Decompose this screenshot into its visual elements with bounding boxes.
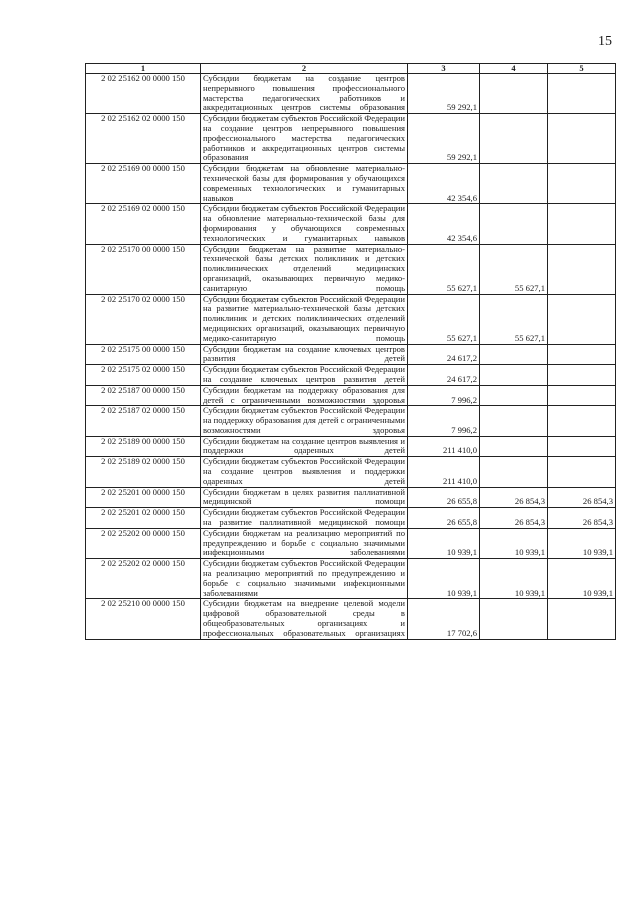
budget-code-cell: 2 02 25202 00 0000 150 <box>86 528 201 558</box>
table-row <box>86 164 616 204</box>
description-cell: Субсидии бюджетам на создание центров выявления и поддержки одаренных детей <box>201 436 408 457</box>
amount-col5-cell <box>548 344 616 365</box>
description-cell: Субсидии бюджетам субъектов Российской Федерации на обновление материально-технической базы для формирования у обучающихся современных технологических и гуманитарных навыков <box>201 204 408 244</box>
amount-col5-cell <box>548 164 616 204</box>
table-row <box>86 244 616 294</box>
amount-col4-cell <box>480 114 548 164</box>
budget-code-cell: 2 02 25169 00 0000 150 <box>86 164 201 204</box>
amount-col4-cell <box>480 365 548 386</box>
amount-col5-cell <box>548 294 616 344</box>
amount-col4-cell: 55 627,1 <box>480 294 548 344</box>
amount-col3-cell: 59 292,1 <box>408 114 480 164</box>
budget-code-cell: 2 02 25162 02 0000 150 <box>86 114 201 164</box>
amount-col4-cell: 26 854,3 <box>480 487 548 508</box>
amount-col5-cell <box>548 204 616 244</box>
description-cell: Субсидии бюджетам на создание ключевых центров развития детей <box>201 344 408 365</box>
table-row <box>86 74 616 114</box>
amount-col5-cell <box>548 406 616 436</box>
amount-col4-cell <box>480 599 548 639</box>
amount-col3-cell: 211 410,0 <box>408 436 480 457</box>
amount-col4-cell <box>480 406 548 436</box>
amount-col5-cell: 26 854,3 <box>548 508 616 529</box>
amount-col4-cell: 55 627,1 <box>480 244 548 294</box>
budget-code-cell: 2 02 25187 00 0000 150 <box>86 385 201 406</box>
amount-col5-cell: 10 939,1 <box>548 528 616 558</box>
amount-col4-cell <box>480 164 548 204</box>
table-row <box>86 294 616 344</box>
description-cell: Субсидии бюджетам субъектов Российской Федерации на создание центров непрерывного повышения профессионального мастерства педагогических работников и аккредитационных центров системы образования <box>201 114 408 164</box>
column-header: 5 <box>548 64 616 74</box>
amount-col4-cell <box>480 344 548 365</box>
table-row <box>86 599 616 639</box>
amount-col5-cell <box>548 599 616 639</box>
amount-col4-cell <box>480 204 548 244</box>
description-cell: Субсидии бюджетам на развитие материально-технической базы детских поликлиник и детских поликлинических отделений медицинских организаций, оказывающих первичную медико-санитарную помощь <box>201 244 408 294</box>
amount-col5-cell <box>548 74 616 114</box>
amount-col3-cell: 55 627,1 <box>408 294 480 344</box>
budget-code-cell: 2 02 25170 02 0000 150 <box>86 294 201 344</box>
description-cell: Субсидии бюджетам на обновление материально-технической базы для формирования у обучающихся современных технологических и гуманитарных навыков <box>201 164 408 204</box>
amount-col3-cell: 7 996,2 <box>408 385 480 406</box>
amount-col4-cell <box>480 74 548 114</box>
column-header: 2 <box>201 64 408 74</box>
description-cell: Субсидии бюджетам на поддержку образования для детей с ограниченными возможностями здоровья <box>201 385 408 406</box>
amount-col5-cell: 10 939,1 <box>548 559 616 599</box>
amount-col5-cell <box>548 385 616 406</box>
description-cell: Субсидии бюджетам субъектов Российской Федерации на создание ключевых центров развития детей <box>201 365 408 386</box>
header-row <box>86 64 616 74</box>
table-row <box>86 436 616 457</box>
amount-col5-cell <box>548 436 616 457</box>
amount-col3-cell: 211 410,0 <box>408 457 480 487</box>
budget-code-cell: 2 02 25175 02 0000 150 <box>86 365 201 386</box>
description-cell: Субсидии бюджетам на внедрение целевой модели цифровой образовательной среды в общеобразовательных организациях и профессиональных образовательных организациях <box>201 599 408 639</box>
amount-col4-cell <box>480 436 548 457</box>
budget-code-cell: 2 02 25162 00 0000 150 <box>86 74 201 114</box>
description-cell: Субсидии бюджетам на реализацию мероприятий по предупреждению и борьбе с социально значимыми инфекционными заболеваниями <box>201 528 408 558</box>
budget-code-cell: 2 02 25210 00 0000 150 <box>86 599 201 639</box>
budget-code-cell: 2 02 25187 02 0000 150 <box>86 406 201 436</box>
description-cell: Субсидии бюджетам субъектов Российской Федерации на поддержку образования для детей с ограниченными возможностями здоровья <box>201 406 408 436</box>
amount-col5-cell <box>548 114 616 164</box>
table-row <box>86 487 616 508</box>
amount-col3-cell: 59 292,1 <box>408 74 480 114</box>
amount-col5-cell <box>548 457 616 487</box>
amount-col3-cell: 24 617,2 <box>408 365 480 386</box>
table-row <box>86 385 616 406</box>
description-cell: Субсидии бюджетам субъектов Российской Федерации на создание центров выявления и поддержки одаренных детей <box>201 457 408 487</box>
description-cell: Субсидии бюджетам субъектов Российской Федерации на реализацию мероприятий по предупреждению и борьбе с социально значимыми инфекционными заболеваниями <box>201 559 408 599</box>
budget-code-cell: 2 02 25201 02 0000 150 <box>86 508 201 529</box>
description-cell: Субсидии бюджетам в целях развития паллиативной медицинской помощи <box>201 487 408 508</box>
table-row <box>86 365 616 386</box>
table-row <box>86 406 616 436</box>
description-cell: Субсидии бюджетам субъектов Российской Федерации на развитие материально-технической базы детских поликлиник и детских поликлинических отделений медицинских организаций, оказывающих первичную медико-санитарную помощь <box>201 294 408 344</box>
amount-col3-cell: 55 627,1 <box>408 244 480 294</box>
amount-col3-cell: 17 702,6 <box>408 599 480 639</box>
budget-code-cell: 2 02 25170 00 0000 150 <box>86 244 201 294</box>
amount-col3-cell: 42 354,6 <box>408 164 480 204</box>
amount-col3-cell: 26 655,8 <box>408 508 480 529</box>
table-row <box>86 528 616 558</box>
amount-col4-cell <box>480 457 548 487</box>
description-cell: Субсидии бюджетам на создание центров непрерывного повышения профессионального мастерства педагогических работников и аккредитационных центров системы образования <box>201 74 408 114</box>
amount-col5-cell: 26 854,3 <box>548 487 616 508</box>
description-cell: Субсидии бюджетам субъектов Российской Федерации на развитие паллиативной медицинской помощи <box>201 508 408 529</box>
budget-code-cell: 2 02 25201 00 0000 150 <box>86 487 201 508</box>
amount-col3-cell: 10 939,1 <box>408 528 480 558</box>
budget-code-cell: 2 02 25175 00 0000 150 <box>86 344 201 365</box>
amount-col3-cell: 26 655,8 <box>408 487 480 508</box>
budget-table <box>85 63 616 640</box>
amount-col4-cell: 10 939,1 <box>480 559 548 599</box>
column-header: 1 <box>86 64 201 74</box>
table-row <box>86 508 616 529</box>
table-row <box>86 204 616 244</box>
amount-col4-cell: 10 939,1 <box>480 528 548 558</box>
budget-code-cell: 2 02 25189 02 0000 150 <box>86 457 201 487</box>
amount-col5-cell <box>548 244 616 294</box>
budget-code-cell: 2 02 25169 02 0000 150 <box>86 204 201 244</box>
amount-col3-cell: 7 996,2 <box>408 406 480 436</box>
table-row <box>86 344 616 365</box>
amount-col5-cell <box>548 365 616 386</box>
table-row <box>86 114 616 164</box>
table-row <box>86 457 616 487</box>
amount-col4-cell <box>480 385 548 406</box>
budget-code-cell: 2 02 25189 00 0000 150 <box>86 436 201 457</box>
page-number: 15 <box>598 34 612 49</box>
column-header: 3 <box>408 64 480 74</box>
column-header: 4 <box>480 64 548 74</box>
amount-col3-cell: 24 617,2 <box>408 344 480 365</box>
budget-code-cell: 2 02 25202 02 0000 150 <box>86 559 201 599</box>
table-row <box>86 559 616 599</box>
amount-col4-cell: 26 854,3 <box>480 508 548 529</box>
amount-col3-cell: 42 354,6 <box>408 204 480 244</box>
amount-col3-cell: 10 939,1 <box>408 559 480 599</box>
